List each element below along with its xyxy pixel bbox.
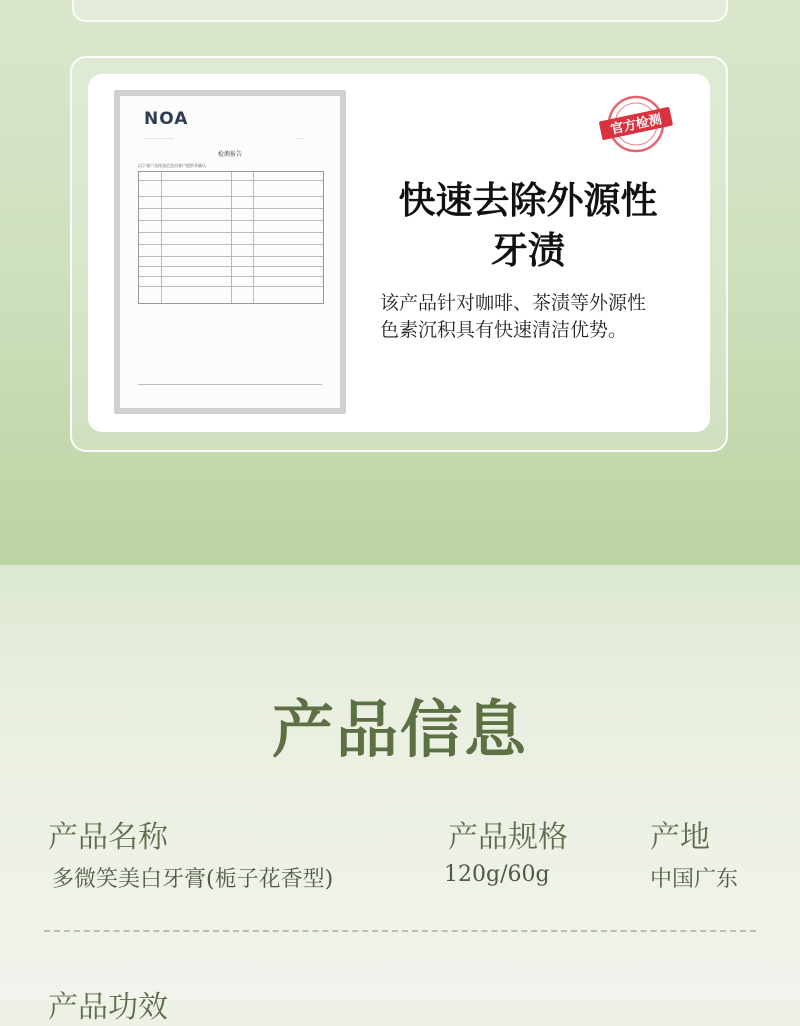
- report-number: ——————————: [144, 136, 174, 140]
- report-page: ———: [296, 136, 305, 140]
- headline-line-1: 快速去除外源性: [398, 179, 658, 222]
- divider: [44, 930, 756, 932]
- report-subtitle: 以下客户及样品信息由客户提供并确认: [138, 163, 206, 168]
- report-footer-line: [138, 384, 322, 385]
- product-origin-label: 产地: [650, 820, 710, 855]
- desc-line-2: 色素沉积具有快速清洁优势。: [380, 319, 628, 341]
- test-report-image: [114, 90, 346, 414]
- product-spec-value: 120g/60g: [444, 862, 550, 887]
- report-paper: [120, 96, 340, 408]
- stamp-text: 官方检测: [609, 112, 664, 138]
- official-test-stamp-icon: [598, 94, 674, 154]
- product-effect-label: 产品功效: [48, 990, 168, 1025]
- feature-description: [380, 290, 690, 344]
- report-title: 检测报告: [217, 151, 242, 158]
- product-origin-value: 中国广东: [650, 867, 739, 892]
- headline-line-2: 牙渍: [491, 229, 565, 272]
- noa-logo: NOA: [144, 109, 189, 129]
- product-info-section: [0, 565, 800, 1000]
- product-name-label: 产品名称: [48, 820, 168, 855]
- previous-card-edge: [72, 0, 728, 22]
- report-table: [138, 171, 324, 304]
- product-spec-label: 产品规格: [448, 820, 568, 855]
- product-name-value: 多微笑美白牙膏(栀子花香型): [52, 867, 334, 892]
- feature-headline: [370, 176, 686, 276]
- desc-line-1: 该产品针对咖啡、茶渍等外源性: [380, 292, 647, 314]
- product-info-title: 产品信息: [271, 693, 528, 766]
